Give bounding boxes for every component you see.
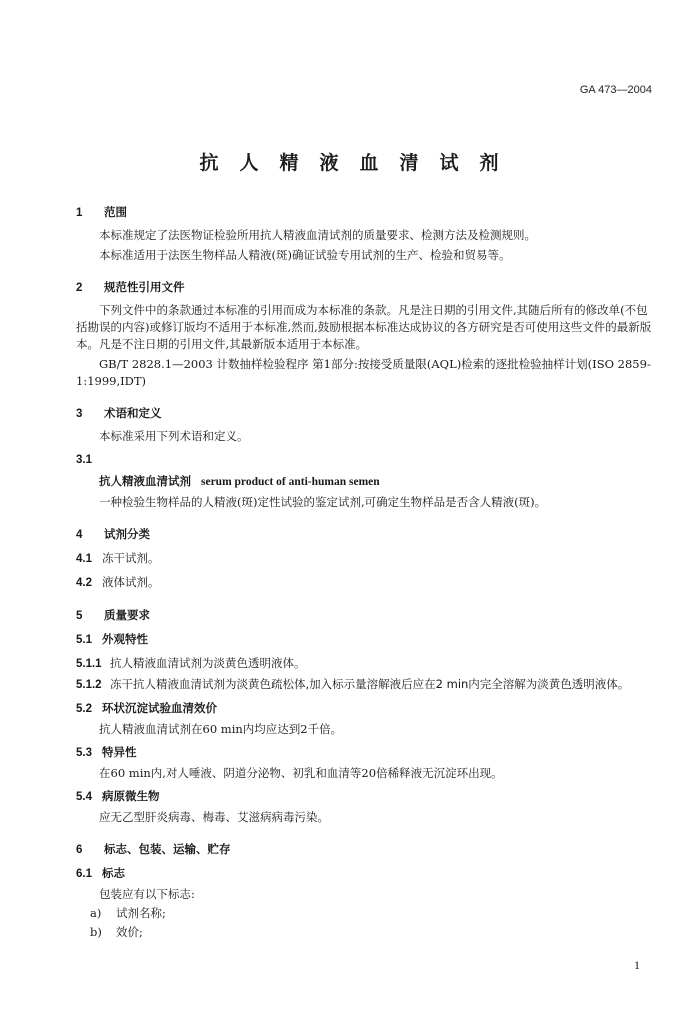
section-title: 质量要求 (104, 608, 150, 622)
paragraph: 本标准规定了法医物证检验所用抗人精液血清试剂的质量要求、检测方法及检测规则。 (99, 228, 536, 242)
paragraph: 抗人精液血清试剂在60 min内均应达到2千倍。 (99, 722, 343, 736)
subsection-text: 抗人精液血清试剂为淡黄色透明液体。 (110, 656, 306, 670)
section-number: 5 (76, 610, 83, 622)
list-item-label: a) (90, 906, 102, 920)
list-item (90, 905, 656, 922)
subsection-6-1 (76, 865, 656, 883)
document-code: GA 473—2004 (579, 84, 652, 96)
subsection-text: 冻干试剂。 (102, 551, 160, 565)
subsection-5-1-2 (76, 676, 656, 694)
subsection-5-1-1 (76, 655, 656, 673)
section-title: 规范性引用文件 (104, 280, 185, 294)
paragraph: 本标准采用下列术语和定义。 (99, 429, 249, 443)
section-title: 标志、包装、运输、贮存 (104, 842, 231, 856)
paragraph: 下列文件中的条款通过本标准的引用而成为本标准的条款。凡是注日期的引用文件,其随后所有的修改单(不包括勘误的内容)或修订版均不适用于本标准,然而,鼓励根据本标准达成协议的各方研究是否可使用这些文件的最新版本。凡是不注日期的引用文件,其最新版本适用于本标准。 (76, 303, 652, 351)
subsection-5-4 (76, 788, 656, 806)
subsection-number: 5.1 (76, 634, 92, 646)
section-number: 1 (76, 207, 83, 219)
paragraph: 本标准适用于法医生物样品人精液(斑)确证试验专用试剂的生产、检验和贸易等。 (99, 248, 511, 262)
subsection-number: 5.3 (76, 747, 92, 759)
section-number: 4 (76, 529, 83, 541)
subsection-title: 环状沉淀试验血清效价 (102, 701, 217, 715)
document-title: 抗人精液血清试剂 (199, 152, 520, 174)
paragraph: 包装应有以下标志: (99, 887, 195, 901)
subsection-title: 特异性 (102, 745, 137, 759)
term-english: serum product of anti-human semen (201, 476, 380, 488)
subsection-number: 6.1 (76, 868, 92, 880)
term-entry (76, 473, 656, 491)
section-number: 3 (76, 408, 83, 420)
section-4-heading (76, 526, 656, 544)
section-1-heading (76, 204, 656, 222)
subsection-title: 外观特性 (102, 632, 148, 646)
subsection-number: 5.1.2 (76, 679, 102, 691)
subsection-text: 冻干抗人精液血清试剂为淡黄色疏松体,加入标示量溶解液后应在2 min内完全溶解为淡黄色透明液体。 (110, 677, 630, 691)
document-body (76, 204, 656, 941)
section-title: 术语和定义 (104, 406, 162, 420)
definition: 一种检验生物样品的人精液(斑)定性试验的鉴定试剂,可确定生物样品是否含人精液(斑)。 (99, 495, 547, 509)
subsection-number: 4.1 (76, 553, 92, 565)
section-title: 试剂分类 (104, 527, 150, 541)
subsection-number: 5.4 (76, 791, 92, 803)
subsection-3-1 (76, 451, 656, 469)
page-number: 1 (634, 958, 640, 972)
section-2-heading (76, 279, 656, 297)
term-chinese: 抗人精液血清试剂 (99, 474, 191, 488)
list-item-label: b) (90, 925, 102, 939)
section-number: 2 (76, 282, 83, 294)
subsection-5-2 (76, 700, 656, 718)
paragraph: GB/T 2828.1—2003 计数抽样检验程序 第1部分:按接受质量限(AQL)检索的逐批检验抽样计划(ISO 2859-1:1999,IDT) (76, 357, 651, 388)
subsection-5-1 (76, 631, 656, 649)
subsection-title: 标志 (102, 866, 125, 880)
list-item-text: 效价; (116, 925, 143, 939)
paragraph: 应无乙型肝炎病毒、梅毒、艾滋病病毒污染。 (99, 810, 329, 824)
section-title: 范围 (104, 205, 127, 219)
subsection-text: 液体试剂。 (102, 575, 160, 589)
subsection-4-2 (76, 574, 656, 592)
subsection-number: 5.2 (76, 703, 92, 715)
section-3-heading (76, 405, 656, 423)
subsection-4-1 (76, 550, 656, 568)
subsection-number: 4.2 (76, 577, 92, 589)
section-number: 6 (76, 844, 83, 856)
subsection-5-3 (76, 744, 656, 762)
list-item (90, 924, 656, 941)
paragraph: 在60 min内,对人唾液、阴道分泌物、初乳和血清等20倍稀释液无沉淀环出现。 (99, 766, 503, 780)
subsection-number: 5.1.1 (76, 658, 102, 670)
section-6-heading (76, 841, 656, 859)
subsection-title: 病原微生物 (102, 789, 160, 803)
list-item-text: 试剂名称; (116, 906, 166, 920)
section-5-heading (76, 607, 656, 625)
subsection-number: 3.1 (76, 454, 92, 466)
